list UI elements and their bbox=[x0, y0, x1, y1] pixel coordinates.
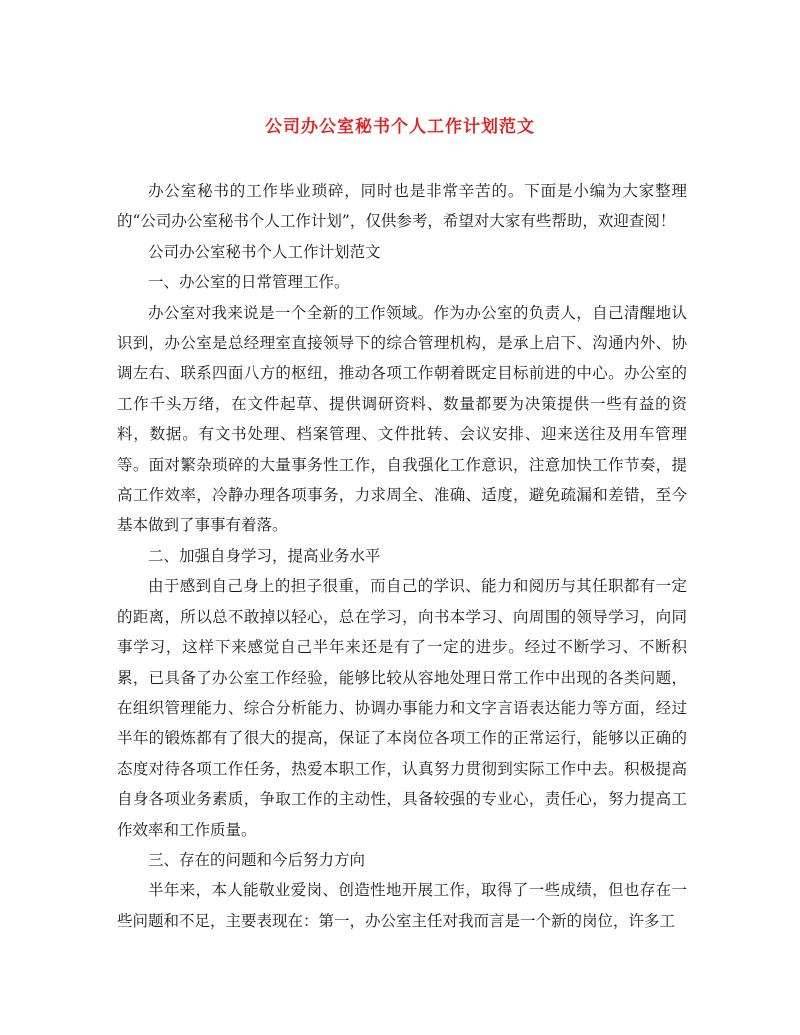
paragraph-section-2: 由于感到自己身上的担子很重，而自己的学识、能力和阅历与其任职都有一定的距离，所以总不敢掉以轻心，总在学习，向书本学习、向周围的领导学习，向同事学习，这样下来感觉自己半年来还是有了一定的进步。经过不断学习、不断积累，已具备了办公室工作经验，能够比较从容地处理日常工作中出现的各类问题，在组织管理能力、综合分析能力、协调办事能力和文字言语表达能力等方面，经过半年的锻炼都有了很大的提高，保证了本岗位各项工作的正常运行，能够以正确的态度对待各项工作任务，热爱本职工作，认真努力贯彻到实际工作中去。积极提高自身各项业务素质，争取工作的主动性，具备较强的专业心，责任心，努力提高工作效率和工作质量。 bbox=[117, 577, 687, 839]
section-heading-2: 二、加强自身学习，提高业务水平 bbox=[148, 546, 381, 565]
document-title: 公司办公室秘书个人工作计划范文 bbox=[265, 117, 535, 137]
section-heading-3: 三、存在的问题和今后努力方向 bbox=[148, 850, 366, 869]
paragraph-subtitle: 公司办公室秘书个人工作计划范文 bbox=[148, 242, 381, 261]
paragraph-intro: 办公室秘书的工作毕业琐碎，同时也是非常辛苦的。下面是小编为大家整理的“公司办公室秘书个人工作计划”，仅供参考，希望对大家有些帮助，欢迎查阅！ bbox=[117, 182, 687, 231]
paragraph-section-1: 办公室对我来说是一个全新的工作领域。作为办公室的负责人，自己清醒地认识到，办公室是总经理室直接领导下的综合管理机构，是承上启下、沟通内外、协调左右、联系四面八方的枢纽，推动各项工作朝着既定目标前进的中心。办公室的工作千头万绪，在文件起草、提供调研资料、数量都要为决策提供一些有益的资料，数据。有文书处理、档案管理、文件批转、会议安排、迎来送往及用车管理等。面对繁杂琐碎的大量事务性工作，自我强化工作意识，注意加快工作节奏，提高工作效率，冷静办理各项事务，力求周全、准确、适度，避免疏漏和差错，至今基本做到了事事有着落。 bbox=[117, 303, 687, 535]
section-heading-1: 一、办公室的日常管理工作。 bbox=[148, 273, 350, 292]
paragraph-section-3: 半年来，本人能敬业爱岗、创造性地开展工作，取得了一些成绩，但也存在一些问题和不足，主要表现在：第一，办公室主任对我而言是一个新的岗位，许多工 bbox=[117, 881, 687, 930]
document-body bbox=[117, 176, 687, 936]
